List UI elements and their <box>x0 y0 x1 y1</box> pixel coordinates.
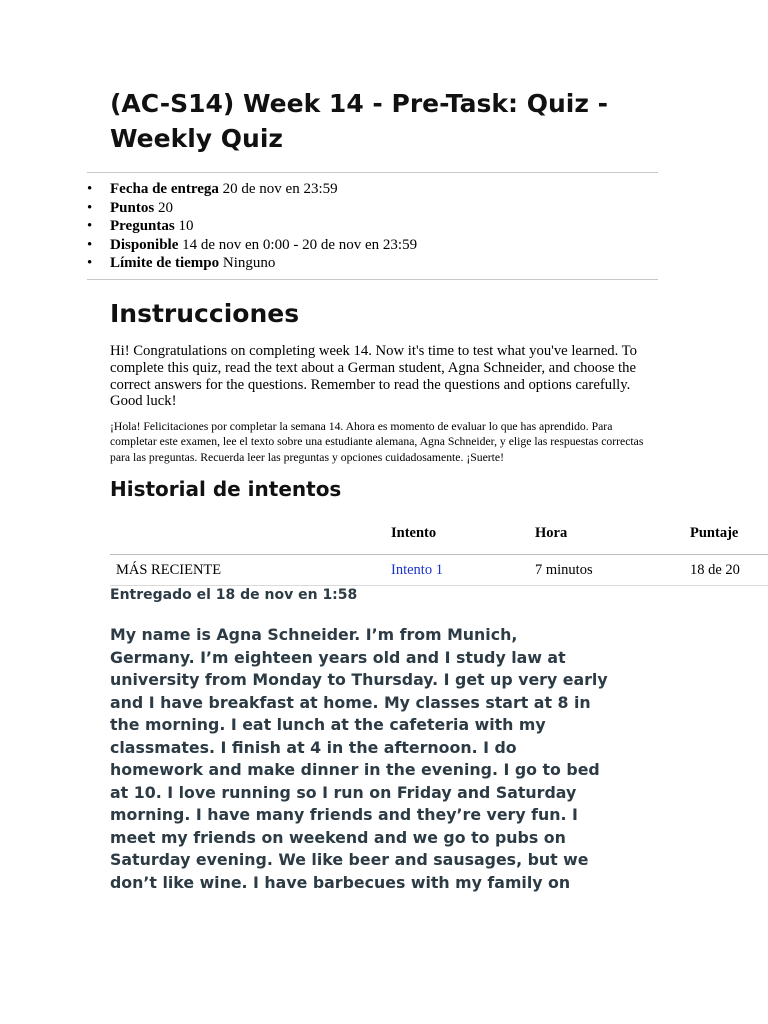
detail-label: Límite de tiempo <box>110 255 220 271</box>
divider-bottom <box>87 279 658 280</box>
table-row <box>110 555 768 586</box>
column-header-score: Puntaje <box>690 525 739 541</box>
passage-line: Saturday evening. We like beer and sausages, but we <box>110 850 589 869</box>
passage-line: and I have breakfast at home. My classes start at 8 in <box>110 692 591 712</box>
attempt-score: 18 de 20 <box>690 562 740 578</box>
divider-top <box>87 172 658 173</box>
detail-value: 20 <box>157 199 173 216</box>
detail-time-limit <box>87 254 417 273</box>
passage-line: My name is Agna Schneider. I’m from Munich, <box>110 625 518 644</box>
passage-line: meet my friends on weekend and we go to pubs on <box>110 827 566 847</box>
passage-line: university from Monday to Thursday. I get up very early <box>110 670 608 689</box>
passage-line: at 10. I love running so I run on Friday and Saturday <box>110 782 577 802</box>
passage-line: morning. I have many friends and they’re very fun. I <box>110 805 578 824</box>
table-header-row <box>110 518 768 555</box>
attempt-link[interactable]: Intento 1 <box>391 562 443 578</box>
detail-available <box>87 236 417 255</box>
bullet-icon: • <box>87 199 93 216</box>
bullet-icon: • <box>87 255 93 271</box>
bullet-icon: • <box>87 181 93 197</box>
detail-value: 10 <box>178 218 194 234</box>
detail-label: Puntos <box>110 199 155 216</box>
detail-label: Fecha de entrega <box>110 181 219 197</box>
instructions-heading: Instrucciones <box>110 299 300 328</box>
passage-line: homework and make dinner in the evening. I go to bed <box>110 760 600 779</box>
attempt-time: 7 minutos <box>535 562 593 578</box>
passage-line: don’t like wine. I have barbecues with my family on <box>110 872 571 892</box>
bullet-icon: • <box>87 236 93 253</box>
instructions-spanish: ¡Hola! Felicitaciones por completar la semana 14. Ahora es momento de evaluar lo que has aprendido. Para completar este examen, lee el texto sobre una estudiante alemana, Agna Schneider, y elige las respuestas correctas para las preguntas. Recuerda leer las preguntas y opciones cuidadosamente. ¡Suerte! <box>110 420 644 464</box>
detail-label: Disponible <box>110 236 179 253</box>
column-header-time: Hora <box>535 525 568 541</box>
passage-line: Germany. I’m eighteen years old and I study law at <box>110 647 566 667</box>
instructions-english: Hi! Congratulations on completing week 14. Now it's time to test what you've learned. To complete this quiz, read the text about a German student, Agna Schneider, and choose the correct answers for the questions. Remember to read the questions and options carefully. Good luck! <box>110 343 637 410</box>
bullet-icon: • <box>87 218 93 234</box>
history-heading: Historial de intentos <box>110 477 342 501</box>
detail-label: Preguntas <box>110 218 175 234</box>
latest-attempt-tag: MÁS RECIENTE <box>116 562 222 578</box>
detail-points <box>87 199 417 218</box>
detail-questions <box>87 217 417 236</box>
passage-line: classmates. I finish at 4 in the afternoon. I do <box>110 737 517 757</box>
reading-passage <box>110 624 670 894</box>
quiz-details-list <box>87 180 417 273</box>
attempt-history-table <box>110 518 768 586</box>
quiz-title: (AC-S14) Week 14 - Pre-Task: Quiz - Weekly Quiz <box>110 89 608 153</box>
detail-value: Ninguno <box>222 255 276 271</box>
column-header-attempt: Intento <box>391 525 437 541</box>
detail-value: 20 de nov en 23:59 <box>222 181 338 197</box>
passage-line: the morning. I eat lunch at the cafeteria with my <box>110 715 546 734</box>
detail-due-date <box>87 180 417 199</box>
submitted-timestamp: Entregado el 18 de nov en 1:58 <box>110 587 358 603</box>
detail-value: 14 de nov en 0:00 - 20 de nov en 23:59 <box>182 236 418 253</box>
